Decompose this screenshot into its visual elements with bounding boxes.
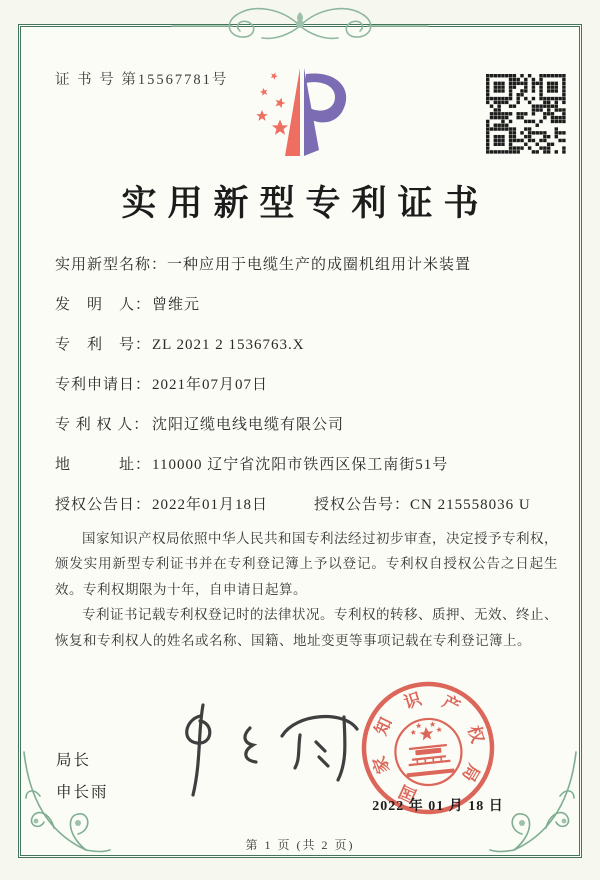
seal-char: 知	[371, 714, 396, 739]
field-row	[55, 456, 560, 474]
field-label: 专利申请日：	[55, 377, 152, 393]
seal-date: 2022 年 01 月 18 日	[372, 799, 504, 814]
field-label: 实用新型名称：	[55, 257, 168, 273]
field-row	[55, 376, 560, 394]
cnipa-logo-icon	[240, 60, 368, 164]
page-indicator: 第 1 页 (共 2 页)	[245, 838, 355, 852]
field-label: 地 址：	[55, 457, 152, 473]
signature	[148, 700, 378, 800]
field-row	[55, 496, 560, 514]
field-label: 授权公告号：	[314, 497, 411, 513]
issuer-title: 局长	[56, 752, 92, 769]
field-row	[55, 336, 560, 354]
field-value: 沈阳辽缆电线电缆有限公司	[152, 417, 345, 433]
legal-paragraph: 国家知识产权局依照中华人民共和国专利法经过初步审查，决定授予专利权，颁发实用新型专利证书并在专利登记簿上予以登记。专利权自授权公告之日起生效。专利权期限为十年，自申请日起算。	[55, 531, 558, 597]
certificate-number: 证 书 号 第15567781号	[55, 72, 229, 88]
seal-char: 权	[464, 723, 488, 746]
field-label: 授权公告日：	[55, 497, 152, 513]
issuer-name: 申长雨	[56, 784, 109, 801]
field-value: 一种应用于电缆生产的成圈机组用计米装置	[167, 257, 472, 273]
field-value: 2021年07月07日	[152, 377, 269, 393]
issuer-block	[56, 748, 109, 812]
field-value: 曾维元	[152, 297, 201, 313]
seal-char: 家	[369, 753, 394, 777]
field-label: 发 明 人：	[55, 297, 152, 313]
top-ornament-icon	[170, 2, 430, 44]
field-row	[55, 256, 560, 274]
seal-char: 识	[401, 689, 424, 713]
field-label: 专 利 权 人：	[55, 417, 150, 433]
certificate-title: 实用新型专利证书	[121, 184, 490, 223]
field-row	[55, 416, 560, 434]
legal-paragraph: 专利证书记载专利权登记时的法律状况。专利权的转移、质押、无效、终止、恢复和专利权人的姓名或名称、国籍、地址变更等事项记载在专利登记簿上。	[55, 607, 558, 648]
field-row	[55, 296, 560, 314]
field-value: ZL 2021 2 1536763.X	[152, 337, 305, 353]
field-value: 2022年01月18日	[152, 497, 269, 513]
certificate-fields	[55, 256, 560, 536]
field-value: 110000 辽宁省沈阳市铁西区保工南街51号	[152, 457, 449, 473]
national-emblem-icon	[392, 716, 465, 789]
qr-code	[486, 74, 566, 154]
seal-char: 局	[458, 760, 484, 785]
seal-char: 产	[439, 691, 464, 717]
field-value: CN 215558036 U	[410, 497, 531, 513]
legal-text	[55, 526, 558, 653]
field-label: 专 利 号：	[55, 337, 152, 353]
seal-char: 国	[396, 781, 420, 806]
